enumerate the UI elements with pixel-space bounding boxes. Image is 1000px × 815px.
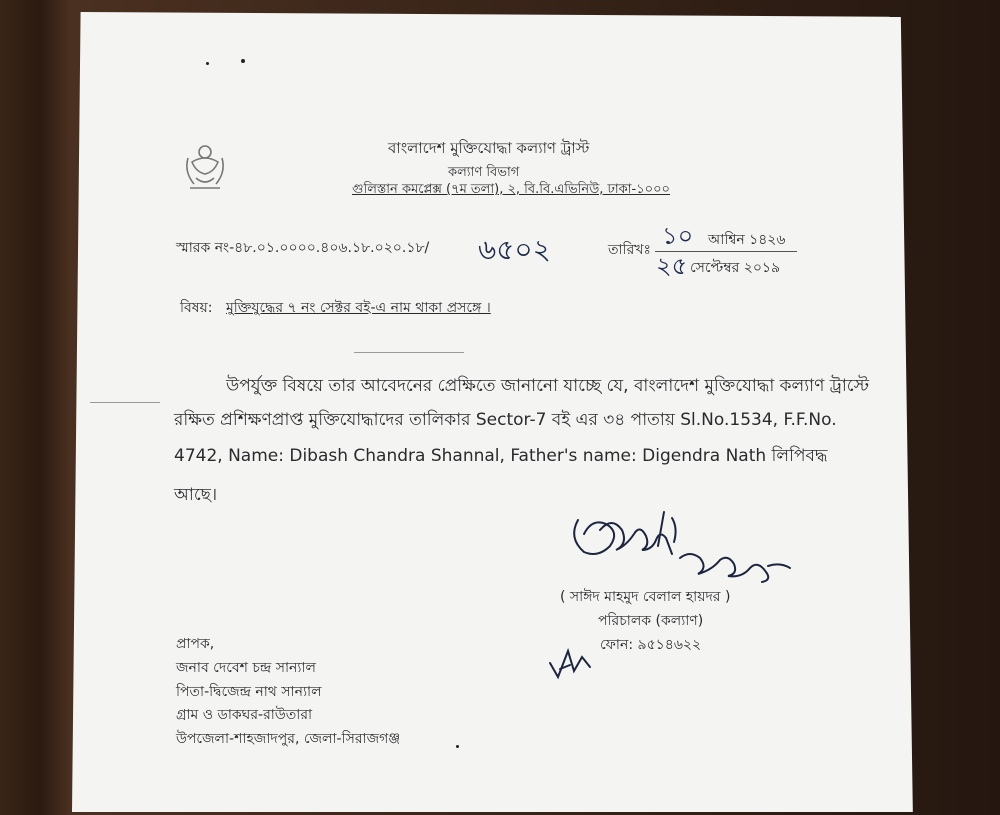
margin-line	[90, 402, 160, 403]
date-bangla-day: ১০	[662, 222, 694, 250]
emblem-icon	[180, 138, 230, 198]
body-line: রক্ষিত প্রশিক্ষণপ্রাপ্ত মুক্তিযোদ্ধাদের তালিকার Sector-7 বই এর ৩৪ পাতায় Sl.No.1534, F.F.No.	[174, 410, 837, 430]
initials-mark	[546, 645, 596, 685]
date-bangla-month-year: আশ্বিন ১৪২৬	[708, 232, 786, 248]
org-name: বাংলাদেশ মুক্তিযোদ্ধা কল্যাণ ট্রাস্ট	[388, 139, 590, 157]
signatory-title: পরিচালক (কল্যাণ)	[598, 613, 704, 629]
ink-dot	[456, 745, 459, 748]
recipient-line: পিতা-দ্বিজেন্দ্র নাথ সান্যাল	[176, 684, 322, 700]
memo-handwritten-number: ৬৫০২	[478, 233, 551, 266]
signatory-name: ( সাঈদ মাহমুদ বেলাল হায়দর )	[560, 589, 731, 605]
signatory-phone: ফোন: ৯৫১৪৬২২	[600, 637, 702, 653]
divider-line	[354, 352, 464, 353]
date-english-day: ২৫	[656, 252, 688, 280]
signature	[560, 500, 800, 590]
date-label: তারিখঃ	[608, 242, 651, 258]
department: কল্যাণ বিভাগ	[448, 165, 520, 180]
ink-dot	[206, 62, 209, 65]
recipient-line: উপজেলা-শাহজাদপুর, জেলা-সিরাজগঞ্জ	[176, 731, 401, 747]
body-line: উপর্যুক্ত বিষয়ে তার আবেদনের প্রেক্ষিতে জানানো যাচ্ছে যে, বাংলাদেশ মুক্তিযোদ্ধা কল্যাণ ট্রাস্টে	[226, 376, 870, 396]
address: গুলিস্তান কমপ্লেক্স (৭ম তলা), ২, বি.বি.এভিনিউ, ঢাকা-১০০০	[352, 182, 670, 197]
body-line: 4742, Name: Dibash Chandra Shannal, Father's name: Digendra Nath লিপিবদ্ধ	[174, 446, 828, 466]
recipient-line: গ্রাম ও ডাকঘর-রাউতারা	[176, 707, 313, 723]
subject-text: মুক্তিযুদ্ধের ৭ নং সেক্টর বই-এ নাম থাকা প্রসঙ্গে ।	[226, 300, 491, 316]
memo-number: স্মারক নং-৪৮.০১.০০০০.৪০৬.১৮.০২০.১৮/	[176, 240, 430, 256]
body-line: আছে।	[174, 485, 218, 505]
subject-label: বিষয়:	[180, 300, 213, 316]
recipient-label: প্রাপক,	[176, 636, 215, 652]
date-english-month-year: সেপ্টেম্বর ২০১৯	[690, 260, 781, 276]
ink-dot	[241, 59, 245, 63]
recipient-line: জনাব দেবেশ চন্দ্র সান্যাল	[176, 660, 316, 676]
